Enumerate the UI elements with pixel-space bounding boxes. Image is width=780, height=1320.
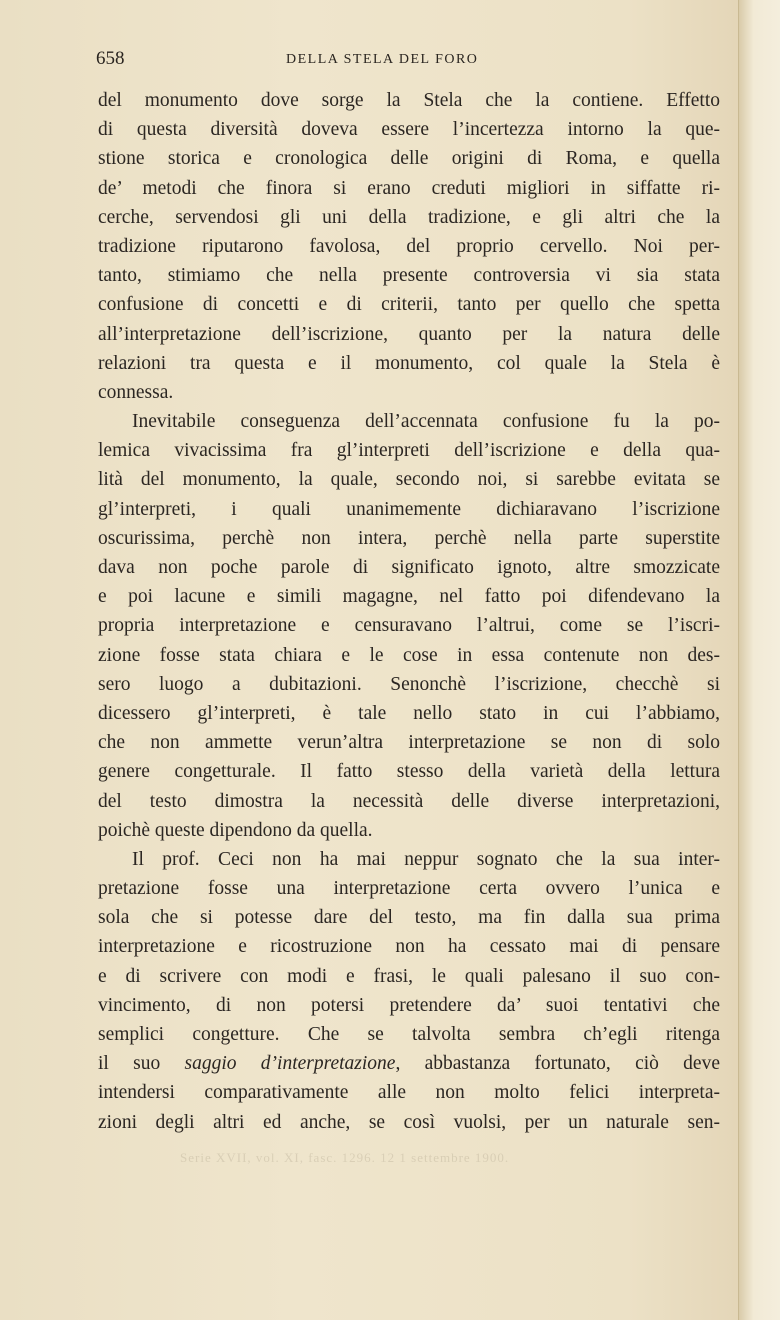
text-line: che non ammette verun’altra interpretazione se non di solo (98, 732, 720, 754)
text-line: pretazione fosse una interpretazione certa ovvero l’unica e (98, 878, 720, 900)
text-line: interpretazione e ricostruzione non ha cessato mai di pensare (98, 936, 720, 958)
text-line: all’interpretazione dell’iscrizione, quanto per la natura delle (98, 323, 720, 345)
text-line: stione storica e cronologica delle origini di Roma, e quella (98, 148, 720, 170)
text-line: del monumento dove sorge la Stela che la contiene. Effetto (98, 90, 720, 111)
body-text (98, 86, 720, 1137)
text-line: tradizione riputarono favolosa, del proprio cervello. Noi per- (98, 235, 720, 257)
text-line: lità del monumento, la quale, secondo noi, si sarebbe evitata se (98, 469, 720, 491)
text-line: lemica vivacissima fra gl’interpreti dell’iscrizione e della qua- (98, 440, 720, 462)
italic-phrase: saggio d’interpretazione (184, 1053, 396, 1075)
text-line: zioni degli altri ed anche, se così vuolsi, per un naturale sen- (98, 1111, 720, 1133)
text-line: oscurissima, perchè non intera, perchè nella parte superstite (98, 527, 720, 549)
text-line: propria interpretazione e censuravano l’altrui, come se l’iscri- (98, 615, 720, 637)
text-line: relazioni tra questa e il monumento, col quale la Stela è (98, 352, 720, 374)
text-line: Il prof. Ceci non ha mai neppur sognato che la sua inter- (132, 848, 720, 870)
text-line: gl’interpreti, i quali unanimemente dichiaravano l’iscrizione (98, 498, 720, 520)
text-line: del testo dimostra la necessità delle diverse interpretazioni, (98, 790, 720, 812)
running-title: DELLA STELA DEL FORO (286, 52, 479, 67)
text-line: dicessero gl’interpreti, è tale nello stato in cui l’abbiamo, (98, 702, 720, 724)
text-line: confusione di concetti e di criterii, tanto per quello che spetta (98, 294, 720, 316)
text-line: sola che si potesse dare del testo, ma fin dalla sua prima (98, 907, 720, 929)
text-line: sero luogo a dubitazioni. Senonchè l’iscrizione, checchè si (98, 673, 720, 695)
text-line: di questa diversità doveva essere l’incertezza intorno la que- (98, 119, 720, 141)
text-line: dava non poche parole di significato ignoto, altre smozzicate (98, 557, 720, 578)
text-line: vincimento, di non potersi pretendere da’ suoi tentativi che (98, 994, 720, 1016)
text-line: connessa. (98, 381, 174, 403)
text-line: e poi lacune e simili magagne, nel fatto poi difendevano la (98, 586, 720, 608)
page-number: 658 (96, 48, 125, 69)
text-line: intendersi comparativamente alle non molto felici interpreta- (98, 1082, 720, 1104)
text-line: Inevitabile conseguenza dell’accennata confusione fu la po- (132, 411, 720, 433)
bleed-through-text: Serie XVII, vol. XI, fasc. 1296. 12 1 settembre 1900. (180, 1150, 510, 1165)
text-line: zione fosse stata chiara e le cose in essa contenute non des- (98, 644, 720, 666)
text-line: poichè queste dipendono da quella. (98, 819, 373, 841)
text-line: cerche, servendosi gli uni della tradizione, e gli altri che la (98, 206, 720, 228)
text-line: il suo saggio d’interpretazione, abbastanza fortunato, ciò deve (98, 1053, 720, 1075)
text-line: e di scrivere con modi e frasi, le quali palesano il suo con- (98, 965, 720, 987)
page-edge (738, 0, 780, 1320)
text-line: semplici congetture. Che se talvolta sembra ch’egli ritenga (98, 1024, 720, 1045)
text-line: de’ metodi che finora si erano creduti migliori in siffatte ri- (98, 177, 720, 199)
text-line: genere congetturale. Il fatto stesso della varietà della lettura (98, 761, 720, 783)
page-header (96, 48, 726, 78)
text-line: tanto, stimiamo che nella presente controversia vi sia stata (98, 265, 720, 287)
